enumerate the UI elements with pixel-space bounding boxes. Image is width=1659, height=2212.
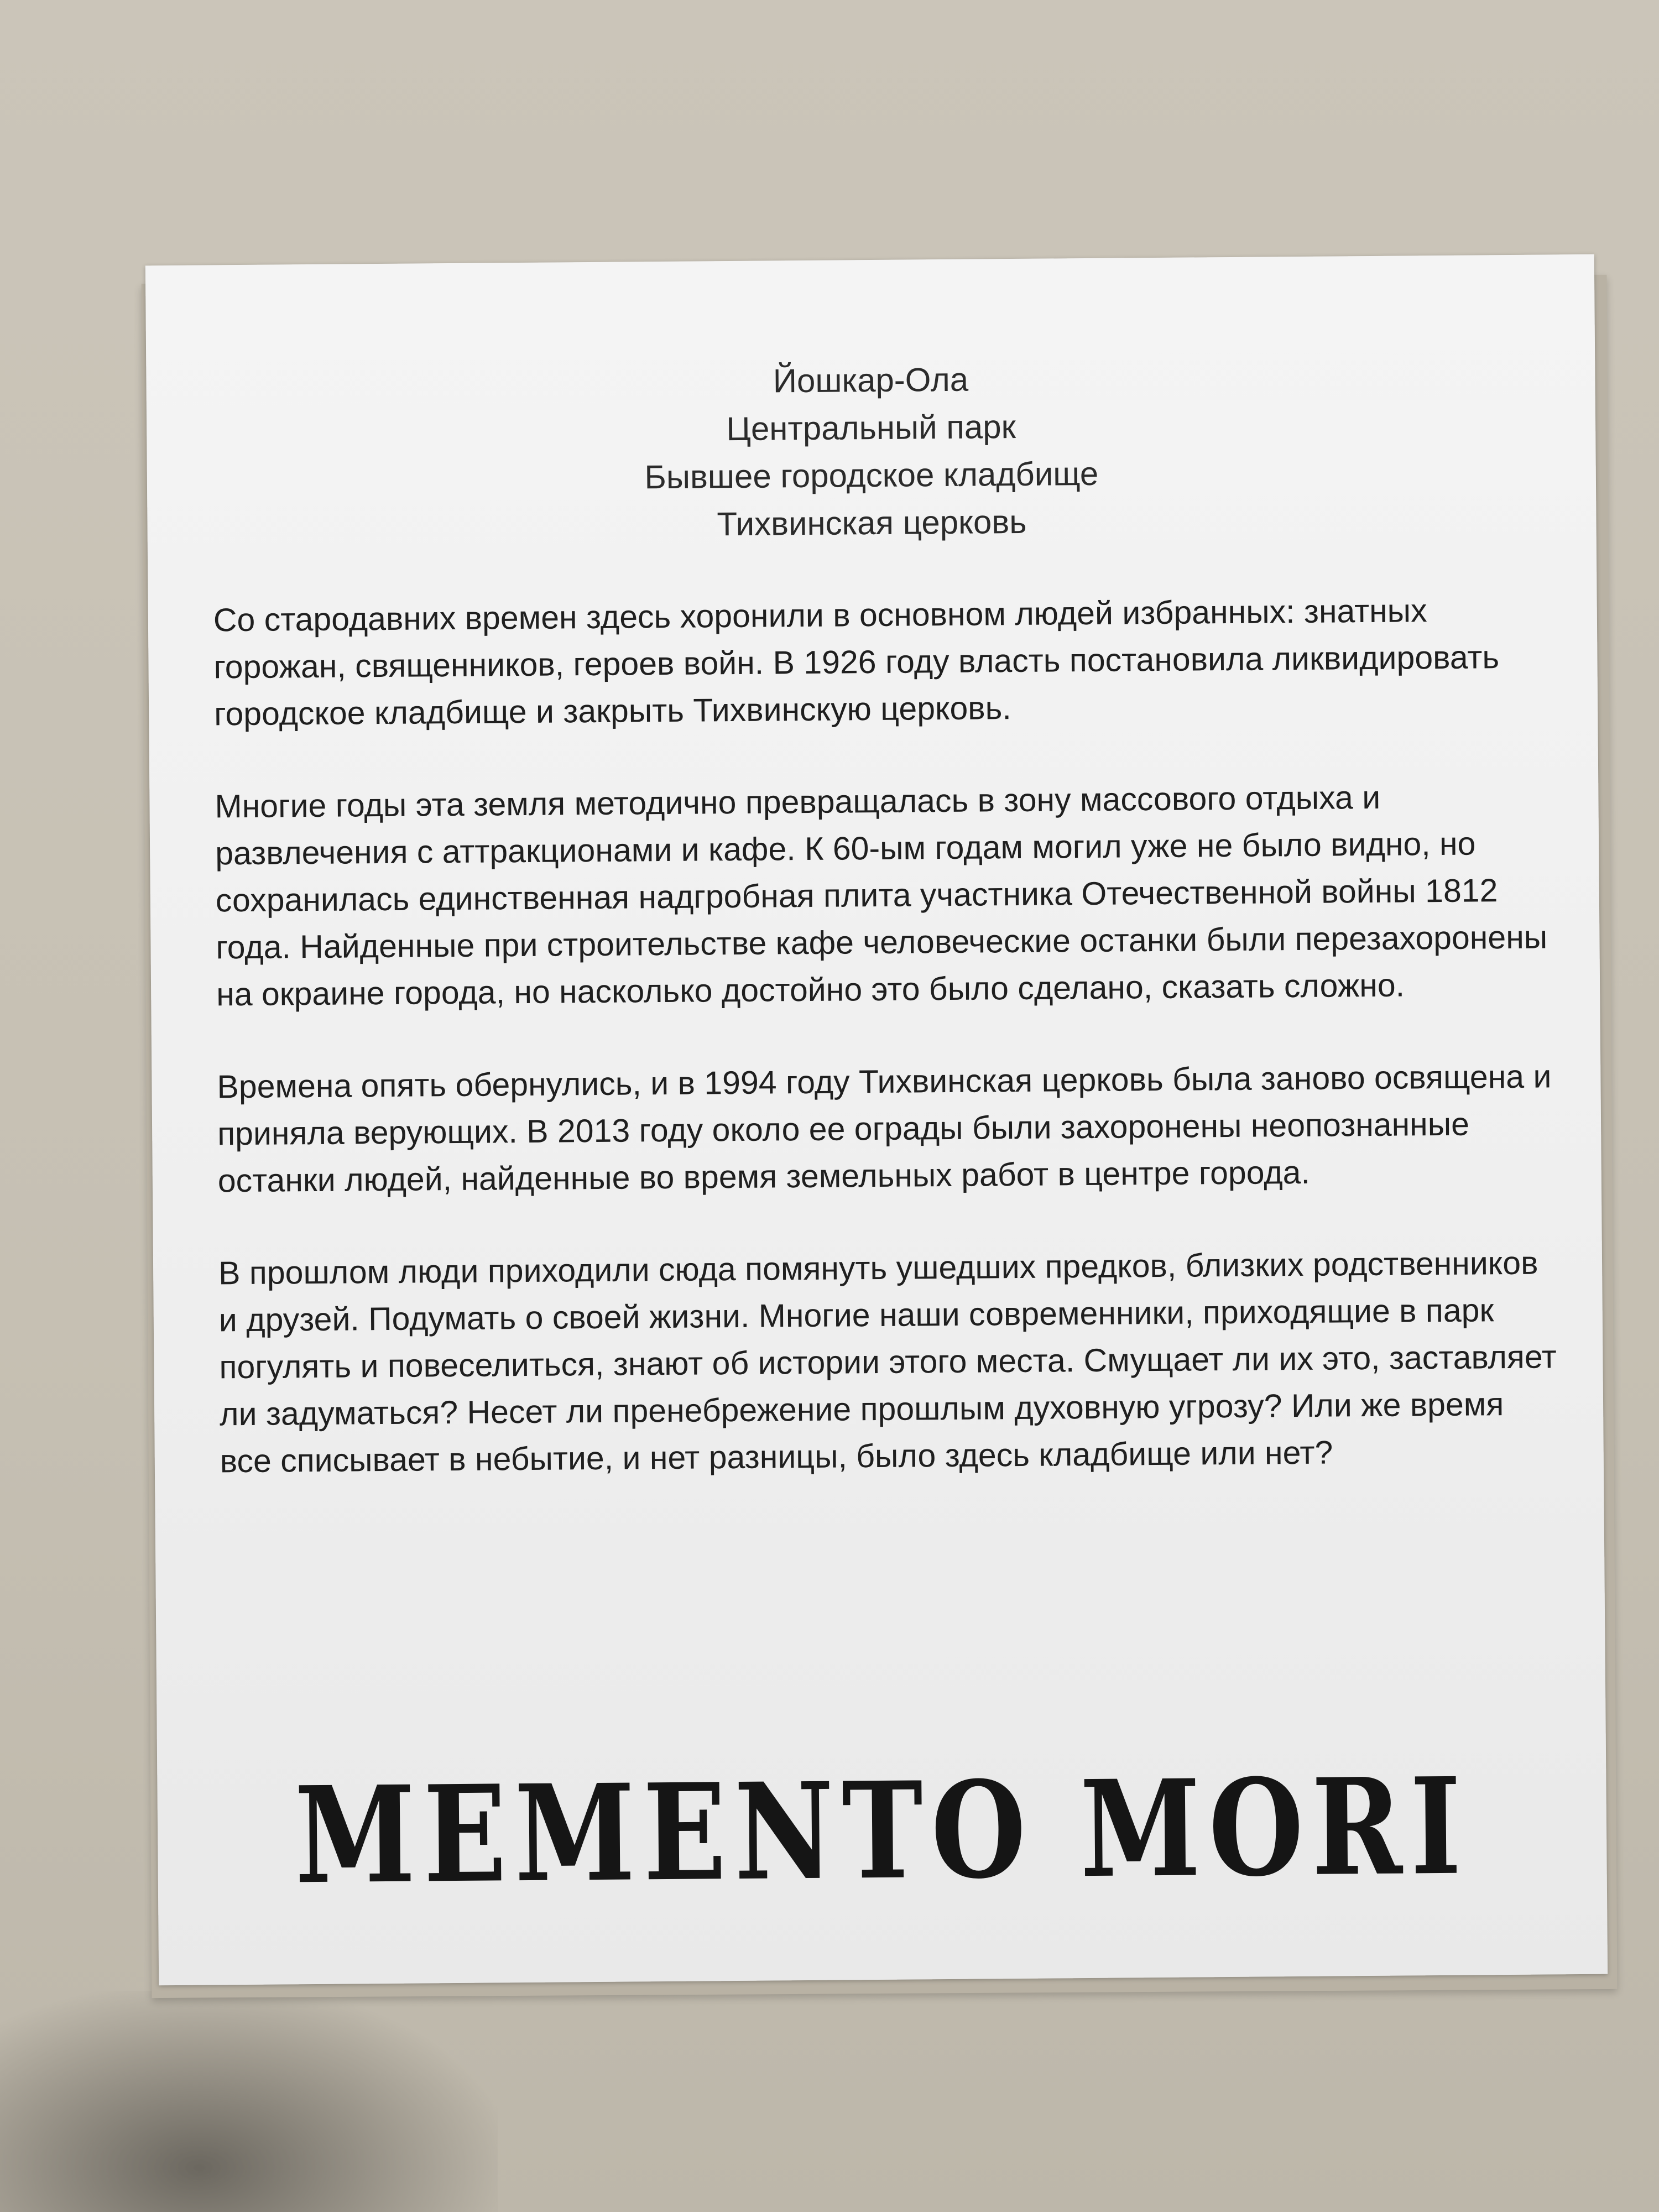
heading-park: Центральный парк (726, 408, 1016, 448)
shadow-area (0, 1991, 498, 2212)
paragraph-1: Со стародавних времен здесь хоронили в основном людей избранных: знатных горожан, священников, героев войн. В 1926 году власть постановила ликвидировать городское кладбище и закрыть Тихвинскую церковь. (213, 592, 1500, 733)
heading-city: Йошкар-Ола (773, 361, 969, 400)
paragraph-3: Времена опять обернулись, и в 1994 году Тихвинская церковь была заново освящена и приняла верующих. В 2013 году около ее ограды были захоронены неопознанные останки людей, найденные во время земельных работ в центре города. (217, 1058, 1552, 1199)
body-text (213, 586, 1564, 1530)
heading-cemetery: Бывшее городское кладбище (644, 455, 1099, 496)
heading-church: Тихвинская церковь (717, 503, 1027, 543)
printed-sheet (145, 254, 1608, 1985)
heading-block (146, 351, 1597, 553)
motto-memento-mori: MEMENTO MORI (294, 1748, 1470, 1914)
paragraph-4: В прошлом люди приходили сюда помянуть ушедших предков, близких родственников и друзей. Подумать о своей жизни. Многие наши современники, приходящие в парк погулять и повеселиться, знают об истории этого места. Смущает ли их это, заставляет ли задуматься? Несет ли пренебрежение прошлым духовную угрозу? Или же время все списывает в небытие, и нет разницы, было здесь кладбище или нет? (218, 1244, 1557, 1480)
paragraph-2: Многие годы эта земля методично превращалась в зону массового отдыха и развлечения с аттракционами и кафе. К 60-ым годам могил уже не было видно, но сохранилась единственная надгробная плита участника Отечественной войны 1812 года. Найденные при строительстве кафе человеческие останки были перезахоронены на окраине города, но насколько достойно это было сделано, сказать сложно. (215, 779, 1548, 1013)
